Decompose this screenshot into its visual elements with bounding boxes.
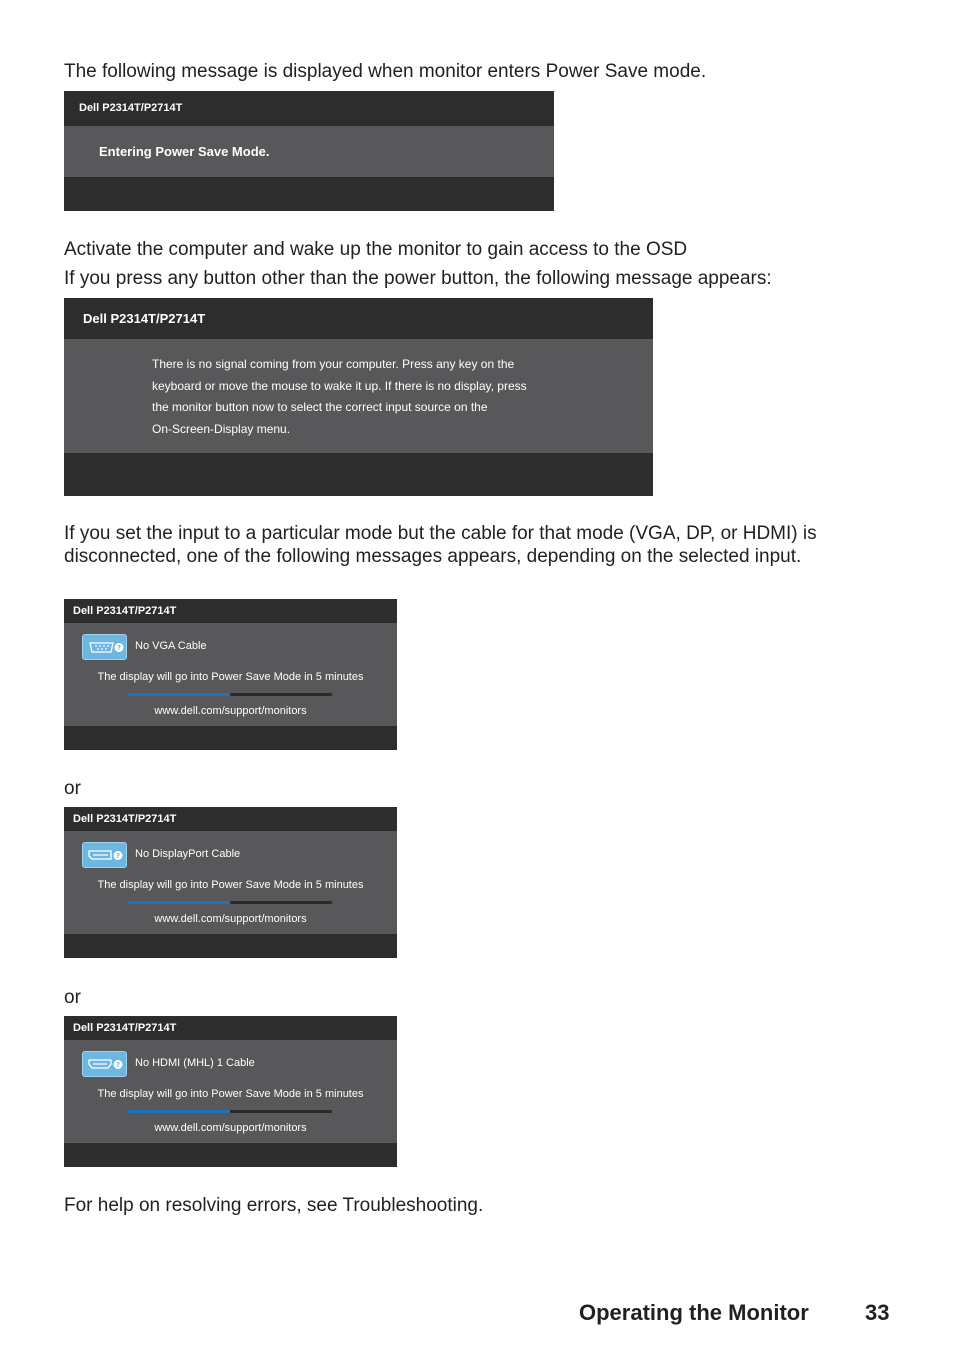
progress-fill xyxy=(128,1110,230,1113)
vga-connector-icon xyxy=(82,634,127,660)
osd-body xyxy=(64,623,397,726)
displayport-connector-icon xyxy=(82,842,127,868)
countdown-progress-bar xyxy=(128,901,332,904)
cable-message: No HDMI (MHL) 1 Cable xyxy=(135,1057,255,1069)
countdown-text: The display will go into Power Save Mode in 5 minutes xyxy=(97,671,364,683)
or-label: or xyxy=(64,987,81,1008)
osd-no-hdmi-cable xyxy=(64,1016,397,1167)
support-url: www.dell.com/support/monitors xyxy=(154,705,307,717)
svg-text:?: ? xyxy=(115,852,121,860)
osd-title: Dell P2314T/P2714T xyxy=(64,599,397,623)
cable-intro: If you set the input to a particular mode but the cable for that mode (VGA, DP, or HDMI) is disconnected, one of the following messages appears, depending on the selected input. xyxy=(64,523,817,567)
page-number: 33 xyxy=(865,1300,890,1325)
osd-title: Dell P2314T/P2714T xyxy=(64,1016,397,1040)
countdown-progress-bar xyxy=(128,693,332,696)
progress-fill xyxy=(128,901,230,904)
osd-body xyxy=(64,339,653,453)
osd-message: Entering Power Save Mode. xyxy=(99,144,270,159)
countdown-progress-bar xyxy=(128,1110,332,1113)
osd-title: Dell P2314T/P2714T xyxy=(64,91,554,125)
osd-no-displayport-cable xyxy=(64,807,397,958)
osd-title: Dell P2314T/P2714T xyxy=(64,298,653,339)
osd-power-save xyxy=(64,91,554,211)
osd-title: Dell P2314T/P2714T xyxy=(64,807,397,831)
press-button-text: If you press any button other than the power button, the following message appears: xyxy=(64,268,772,289)
troubleshooting-help-text: For help on resolving errors, see Troubleshooting. xyxy=(64,1195,484,1216)
progress-fill xyxy=(128,693,230,696)
support-url: www.dell.com/support/monitors xyxy=(154,913,307,925)
svg-text:?: ? xyxy=(115,1061,121,1069)
osd-body xyxy=(64,1040,397,1143)
osd-body xyxy=(64,126,554,177)
osd-body xyxy=(64,831,397,934)
support-url: www.dell.com/support/monitors xyxy=(154,1122,307,1134)
hdmi-connector-icon xyxy=(82,1051,127,1077)
footer-section-title: Operating the Monitor xyxy=(579,1300,809,1325)
cable-message: No VGA Cable xyxy=(135,640,207,652)
countdown-text: The display will go into Power Save Mode in 5 minutes xyxy=(97,879,364,891)
svg-text:?: ? xyxy=(116,644,122,652)
or-label: or xyxy=(64,778,81,799)
osd-no-vga-cable xyxy=(64,599,397,750)
activate-text: Activate the computer and wake up the monitor to gain access to the OSD xyxy=(64,239,688,260)
power-save-intro: The following message is displayed when monitor enters Power Save mode. xyxy=(64,61,707,82)
countdown-text: The display will go into Power Save Mode in 5 minutes xyxy=(97,1088,364,1100)
cable-message: No DisplayPort Cable xyxy=(135,848,241,860)
osd-message: There is no signal coming from your computer. Press any key on the keyboard or move the mouse to wake it up. If there is no display, press the monitor button now to select the correct input source on the On-Screen-Display menu. xyxy=(152,357,527,436)
osd-no-signal xyxy=(64,298,653,496)
